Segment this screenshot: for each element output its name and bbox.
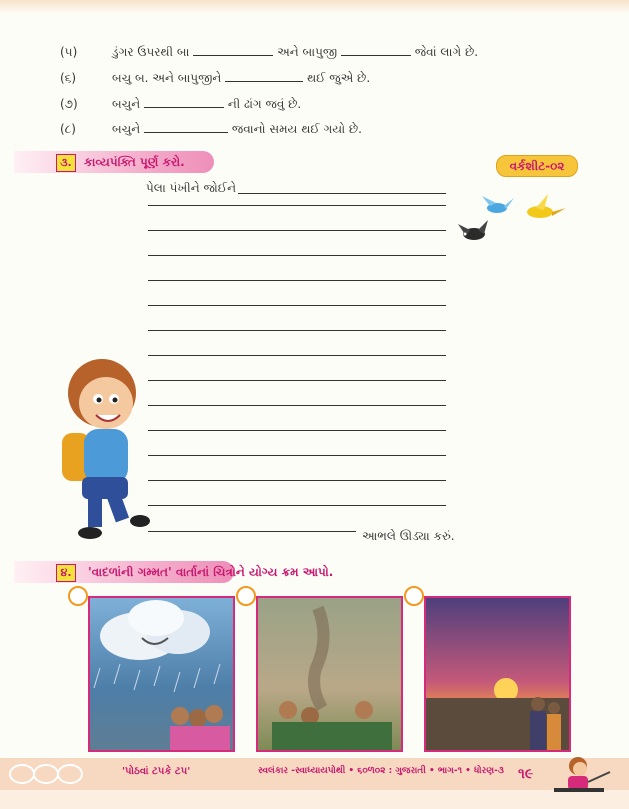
writing-line[interactable]: [148, 505, 446, 506]
dust-storm-picture: [258, 598, 401, 750]
writing-line[interactable]: [148, 405, 446, 406]
order-circle-1[interactable]: [68, 586, 88, 606]
birds-illustration: [452, 190, 574, 250]
writing-line[interactable]: [148, 355, 446, 356]
blank-line[interactable]: [144, 122, 228, 133]
item-text: બચુ બ. અને બાપુજીને: [112, 71, 222, 85]
footer-center-text: સ્વલંકાર -સ્વાધ્યાયપોથી • ૬૦ળ૦૨ : ગુજરાતી • ભાગ-૧ • ધોરણ-૩: [258, 766, 504, 776]
writing-line[interactable]: [238, 193, 446, 194]
writing-line[interactable]: [148, 330, 446, 331]
blue-bird-icon: [482, 196, 514, 213]
item-text: ની ઢાંગ જવું છે.: [227, 97, 302, 111]
top-band: [0, 0, 629, 14]
item-number: (૭): [60, 97, 78, 111]
item-text: જવાનો સમય થઈ ગયો છે.: [231, 122, 362, 136]
poem-text: પેલા પંખીને જોઈને: [146, 181, 237, 195]
order-circle-2[interactable]: [236, 586, 256, 606]
poem-text: આભલે ઊડ્યા કરું.: [362, 529, 455, 543]
footer-strip: [0, 790, 629, 809]
item-number: (૬): [60, 71, 77, 85]
cloud-rain-picture: [90, 598, 233, 750]
writing-line[interactable]: [148, 280, 446, 281]
section-3-title: કાવ્યપંક્તિ પૂર્ણ કરો.: [84, 155, 185, 169]
writing-line[interactable]: [148, 255, 446, 256]
boy-illustration: [40, 355, 150, 545]
worksheet-badge: વર્કશીટ-૦૨: [496, 155, 578, 177]
poem-first-line: [146, 181, 236, 196]
writing-line[interactable]: [148, 455, 446, 456]
black-bird-icon: [458, 220, 488, 240]
writing-line[interactable]: [148, 531, 356, 532]
picture-panel-2: [256, 596, 403, 752]
item-number: (૫): [60, 45, 78, 59]
fill-item-7: [60, 97, 301, 112]
item-number: (૮): [60, 122, 76, 136]
fill-item-6: [60, 71, 370, 86]
item-text: બચુને: [112, 122, 141, 136]
section-3-badge: ૩.: [56, 154, 76, 172]
writing-line[interactable]: [148, 230, 446, 231]
fill-item-5: [60, 45, 478, 60]
picture-panel-3: [424, 596, 571, 752]
yellow-bird-icon: [527, 194, 566, 218]
writing-line[interactable]: [148, 430, 446, 431]
blank-line[interactable]: [225, 71, 303, 82]
kid-writing-icon: [548, 752, 618, 804]
picture-panel-1: [88, 596, 235, 752]
section-4-badge: ૪.: [56, 564, 76, 582]
sunset-picture: [426, 598, 569, 750]
item-text: અને બાપુજી: [277, 45, 338, 59]
writing-line[interactable]: [148, 480, 446, 481]
item-text: ડુંગર ઉપરથી બા: [112, 45, 190, 59]
blank-line[interactable]: [341, 45, 411, 56]
item-text: બચુને: [112, 97, 141, 111]
page-number: ૧૯: [518, 766, 534, 782]
footer-left-text: 'પોઠવાં ટપકે ટપ': [122, 766, 191, 777]
blank-line[interactable]: [144, 97, 224, 108]
fill-item-8: [60, 122, 362, 137]
blank-line[interactable]: [193, 45, 273, 56]
writing-line[interactable]: [148, 205, 446, 206]
order-circle-3[interactable]: [404, 586, 424, 606]
writing-line[interactable]: [148, 305, 446, 306]
item-text: થઈ જુએ છે.: [306, 71, 371, 85]
poem-last-line: [362, 529, 455, 544]
writing-line[interactable]: [148, 380, 446, 381]
item-text: જેવાં લાગે છે.: [414, 45, 479, 59]
footer-loops-icon: [6, 760, 96, 788]
section-4-title: 'વાદળાંની ગમ્મત' વાર્તાનાં ચિત્રોને યોગ્ય ક્રમ આપો.: [88, 565, 334, 579]
